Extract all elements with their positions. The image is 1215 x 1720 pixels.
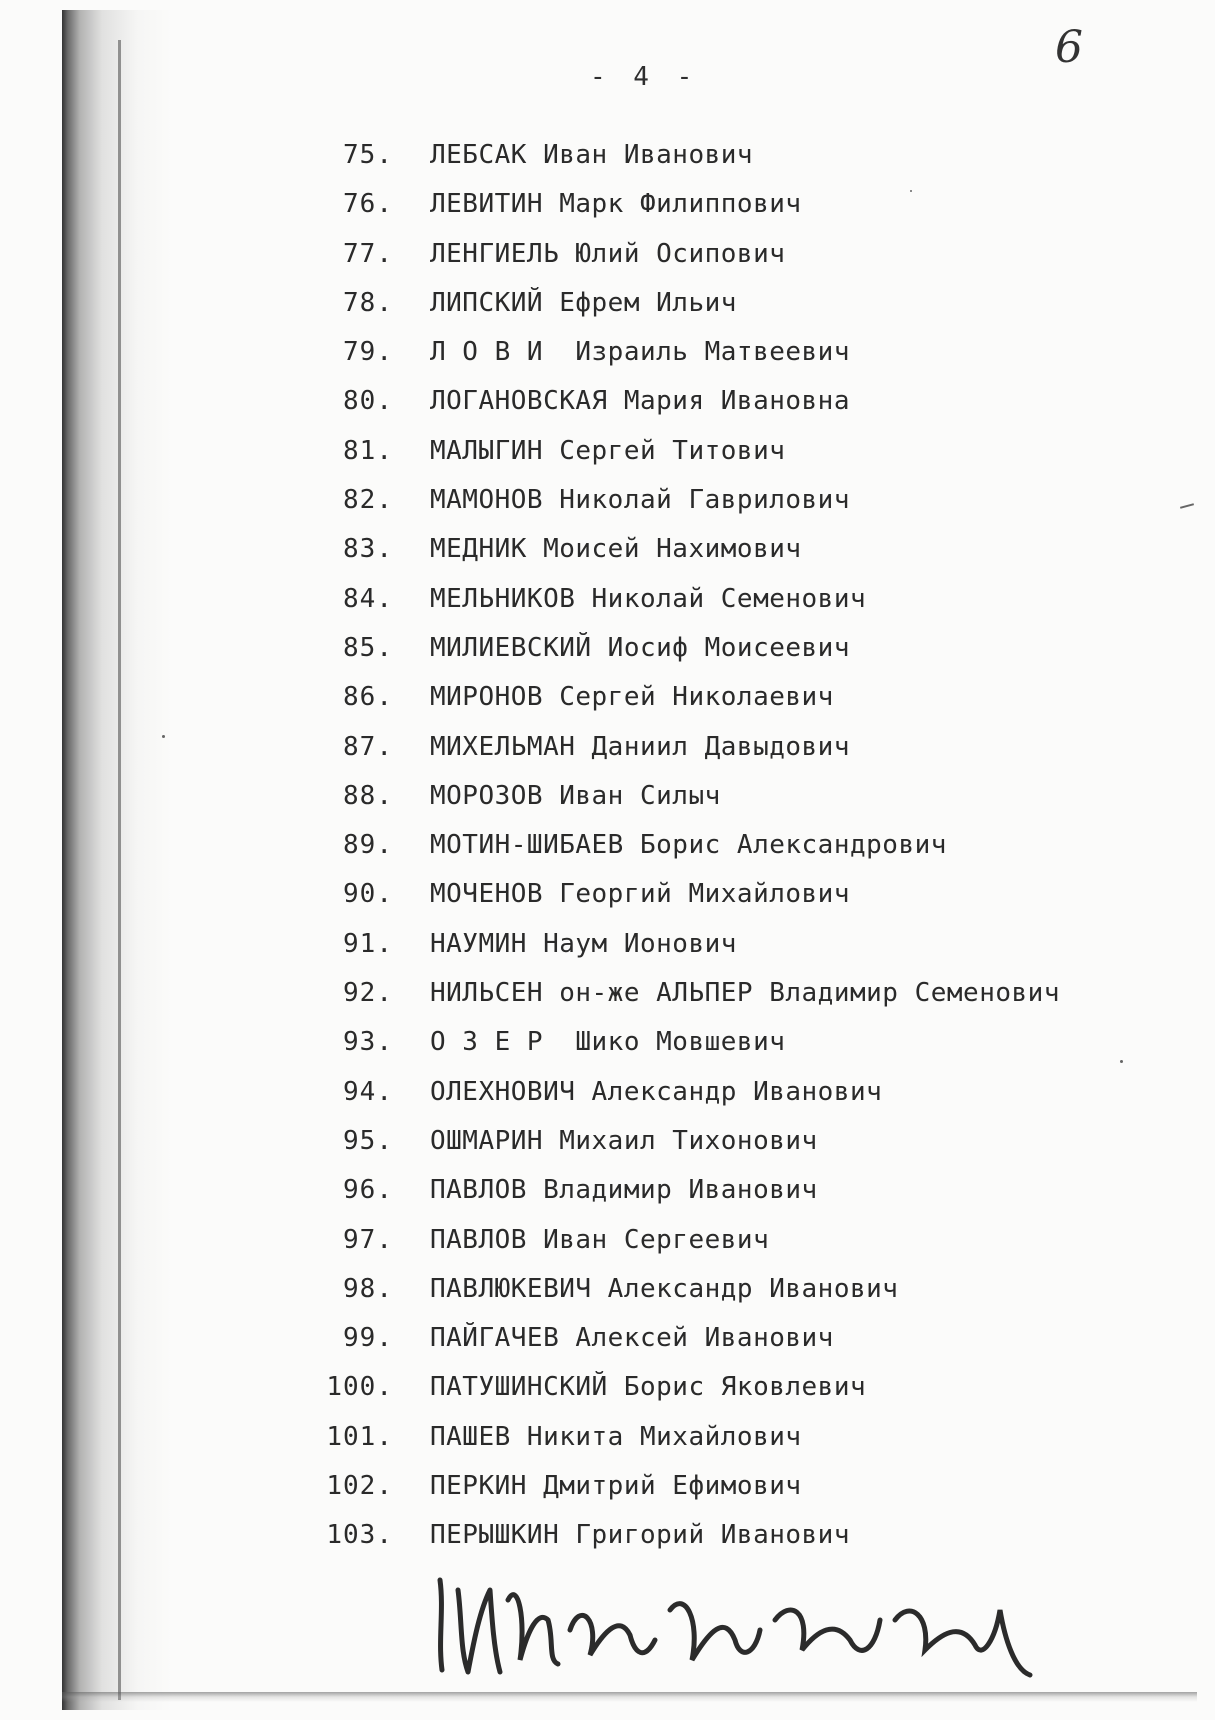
entry-name: ПАВЛЮКЕВИЧ Александр Иванович [430,1273,899,1304]
entry-name: МОЧЕНОВ Георгий Михайлович [430,879,850,910]
list-item [0,1274,1215,1323]
scan-speck [162,735,165,738]
entry-name: ПАВЛОВ Иван Сергеевич [430,1224,770,1255]
list-item [0,1175,1215,1224]
entry-name: МАМОНОВ Николай Гаврилович [430,485,850,516]
entry-name: МОТИН-ШИБАЕВ Борис Александрович [430,830,947,861]
entry-name: ПАТУШИНСКИЙ Борис Яковлевич [430,1372,867,1403]
entry-name: МИХЕЛЬМАН Даниил Давыдович [430,731,850,762]
entry-number: 99. [343,1323,393,1354]
entry-name: МАЛЫГИН Сергей Титович [430,435,786,466]
list-item [0,386,1215,435]
scan-speck [1120,1060,1123,1063]
list-item [0,584,1215,633]
list-item [0,1471,1215,1520]
list-item [0,633,1215,682]
entry-number: 101. [326,1421,393,1452]
scan-speck [910,190,912,192]
entry-name: ЛИПСКИЙ Ефрем Ильич [430,287,737,318]
page-number-header: - 4 - [590,62,699,92]
entry-name: ЛЕВИТИН Марк Филиппович [430,189,802,220]
list-item [0,485,1215,534]
handwritten-sheet-number: 6 [1055,22,1083,73]
entry-name: ЛЕБСАК Иван Иванович [430,140,754,170]
list-item [0,337,1215,386]
entry-name: МЕЛЬНИКОВ Николай Семенович [430,583,867,614]
entry-name: ПАШЕВ Никита Михайлович [430,1421,802,1452]
entry-name: ЛЕНГИЕЛЬ Юлий Осипович [430,238,786,269]
entry-number: 103. [326,1520,393,1551]
entry-number: 83. [343,534,393,565]
list-item [0,830,1215,879]
entry-number: 78. [343,287,393,318]
entry-name: ОЛЕХНОВИЧ Александр Иванович [430,1076,883,1107]
name-list [0,140,1215,1570]
entry-name: ПАВЛОВ Владимир Иванович [430,1175,818,1206]
entry-name: МЕДНИК Моисей Нахимович [430,534,802,565]
entry-number: 76. [343,189,393,220]
entry-name: НАУМИН Наум Ионович [430,928,737,959]
entry-name: О З Е Р Шико Мовшевич [430,1027,786,1058]
list-item [0,1323,1215,1372]
entry-name: ПАЙГАЧЕВ Алексей Иванович [430,1323,834,1354]
list-item [0,781,1215,830]
entry-name: НИЛЬСЕН он-же АЛЬПЕР Владимир Семенович [430,978,1060,1009]
entry-name: ОШМАРИН Михаил Тихонович [430,1125,818,1156]
entry-number: 89. [343,830,393,861]
entry-number: 90. [343,879,393,910]
entry-number: 84. [343,583,393,614]
entry-number: 86. [343,682,393,713]
entry-number: 82. [343,485,393,516]
list-item [0,978,1215,1027]
list-item [0,1077,1215,1126]
entry-name: ПЕРКИН Дмитрий Ефимович [430,1471,802,1502]
entry-number: 75. [343,140,393,170]
page-bottom-edge [62,1692,1197,1702]
entry-number: 88. [343,780,393,811]
list-item [0,534,1215,583]
list-item [0,929,1215,978]
list-item [0,1372,1215,1421]
entry-number: 85. [343,632,393,663]
entry-number: 96. [343,1175,393,1206]
entry-number: 81. [343,435,393,466]
entry-number: 94. [343,1076,393,1107]
list-item [0,239,1215,288]
list-item [0,140,1215,189]
entry-number: 95. [343,1125,393,1156]
entry-number: 92. [343,978,393,1009]
list-item [0,189,1215,238]
handwritten-signature [430,1560,1070,1680]
list-item [0,1126,1215,1175]
entry-number: 87. [343,731,393,762]
entry-number: 100. [326,1372,393,1403]
list-item [0,1225,1215,1274]
list-item [0,682,1215,731]
entry-number: 79. [343,337,393,368]
list-item [0,879,1215,928]
entry-name: ПЕРЫШКИН Григорий Иванович [430,1520,850,1551]
entry-name: ЛОГАНОВСКАЯ Мария Ивановна [430,386,850,417]
list-item [0,436,1215,485]
entry-number: 102. [326,1471,393,1502]
list-item [0,1422,1215,1471]
entry-number: 98. [343,1273,393,1304]
list-item [0,1027,1215,1076]
entry-name: МОРОЗОВ Иван Силыч [430,780,721,811]
entry-number: 80. [343,386,393,417]
list-item [0,288,1215,337]
entry-name: МИЛИЕВСКИЙ Иосиф Моисеевич [430,632,850,663]
entry-number: 97. [343,1224,393,1255]
entry-name: МИРОНОВ Сергей Николаевич [430,682,834,713]
entry-number: 93. [343,1027,393,1058]
entry-number: 91. [343,928,393,959]
entry-name: Л О В И Израиль Матвеевич [430,337,850,368]
entry-number: 77. [343,238,393,269]
list-item [0,732,1215,781]
